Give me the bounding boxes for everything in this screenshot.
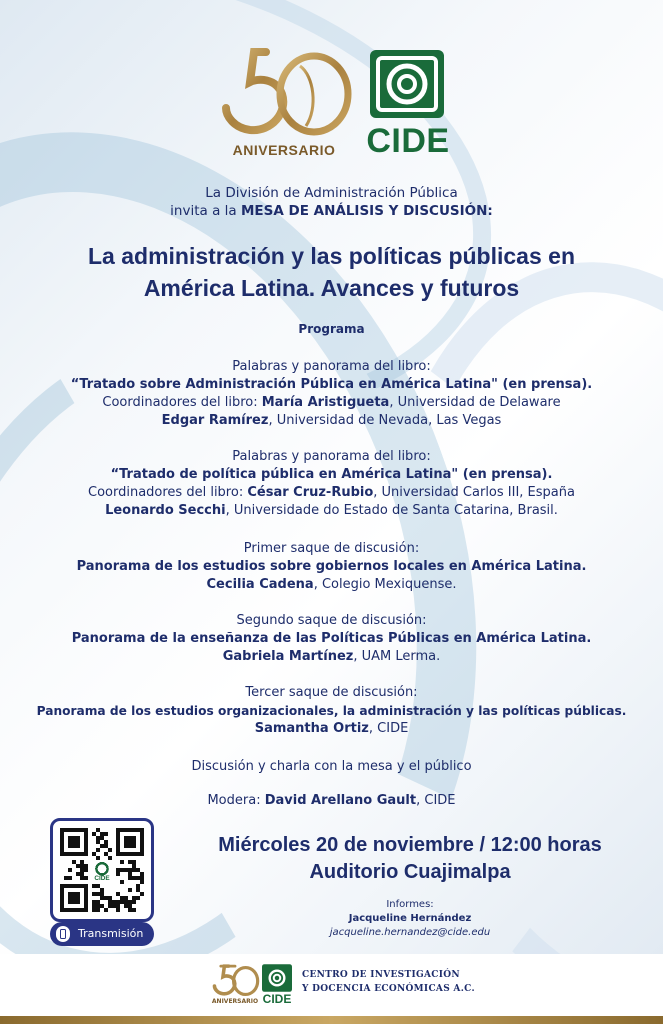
contact-name: Jacqueline Hernández bbox=[348, 913, 472, 924]
invite-line: invita a la MESA DE ANÁLISIS Y DISCUSIÓN: bbox=[170, 203, 493, 219]
contact-info bbox=[260, 898, 560, 940]
discussion-topic: Panorama de la enseñanza de las Políticas Públicas en América Latina. bbox=[71, 631, 592, 646]
qr-code[interactable] bbox=[50, 818, 154, 922]
phone-icon bbox=[56, 926, 70, 942]
program-item: Palabras y panorama del libro: “Tratado sobre Administración Pública en América Latina" (en prensa). Coordinadores del libro: María Aristigueta, Universidad de Delaware Edgar Ramírez, Universidad de Nevada, Las Vegas bbox=[0, 358, 663, 430]
footer-anniversary-logo bbox=[210, 964, 260, 1008]
footer-cide-wordmark: CIDE bbox=[262, 992, 292, 1006]
speaker-name: Cecilia Cadena bbox=[206, 577, 314, 592]
anniversary-logo bbox=[214, 46, 354, 158]
qr-center-label: CIDE bbox=[94, 875, 110, 882]
qr-code-icon bbox=[60, 828, 144, 912]
anniversary-label: ANIVERSARIO bbox=[232, 142, 336, 158]
footer-gold-bar bbox=[0, 1016, 663, 1024]
moderator-line: Modera: David Arellano Gault, CIDE bbox=[207, 793, 456, 808]
event-datetime: Miércoles 20 de noviembre / 12:00 horas bbox=[218, 834, 602, 856]
speaker-name: Leonardo Secchi bbox=[105, 503, 226, 518]
division-line: La División de Administración Pública bbox=[205, 185, 458, 201]
program-item: Palabras y panorama del libro: “Tratado de política pública en América Latina" (en prensa). Coordinadores del libro: César Cruz-Rubio, Universidad Carlos III, España Leonardo Secchi, Universidade do Estado de Santa Catarina, Brasil. bbox=[0, 448, 663, 520]
footer-cide-logo bbox=[262, 964, 292, 1008]
discussion-topic: Panorama de los estudios sobre gobiernos locales en América Latina. bbox=[76, 559, 587, 574]
moderator-name: David Arellano Gault bbox=[264, 793, 417, 808]
open-discussion: Discusión y charla con la mesa y el público bbox=[191, 759, 472, 774]
program-item: Primer saque de discusión: Panorama de los estudios sobre gobiernos locales en América Latina. Cecilia Cadena, Colegio Mexiquense. bbox=[0, 540, 663, 594]
anniversary-50-icon bbox=[214, 46, 354, 142]
speaker-name: César Cruz-Rubio bbox=[247, 485, 374, 500]
footer-anniversary-label: ANIVERSARIO bbox=[211, 998, 259, 1005]
event-venue: Auditorio Cuajimalpa bbox=[309, 861, 511, 883]
header-logos bbox=[0, 46, 663, 166]
cide-emblem-icon bbox=[262, 964, 292, 992]
cide-logo bbox=[366, 50, 450, 162]
transmission-label: Transmisión bbox=[78, 927, 144, 940]
book-title: “Tratado de política pública en América Latina" (en prensa). bbox=[110, 467, 553, 482]
event-type: MESA DE ANÁLISIS Y DISCUSIÓN: bbox=[240, 203, 493, 219]
invitation-intro bbox=[0, 184, 663, 220]
book-title: “Tratado sobre Administración Pública en América Latina" (en prensa). bbox=[70, 377, 593, 392]
cide-wordmark: CIDE bbox=[366, 122, 450, 160]
anniversary-50-icon bbox=[210, 964, 260, 998]
speaker-name: María Aristigueta bbox=[261, 395, 390, 410]
event-title: La administración y las políticas públicas en América Latina. Avances y futuros bbox=[88, 243, 575, 301]
cide-emblem-icon bbox=[370, 50, 444, 118]
speaker-name: Samantha Ortiz bbox=[254, 721, 369, 736]
organization-name: CENTRO DE INVESTIGACIÓN Y DOCENCIA ECONÓMICAS A.C. bbox=[302, 970, 475, 994]
discussion-topic: Panorama de los estudios organizacionales, la administración y las políticas públicas. bbox=[36, 704, 627, 718]
transmission-button[interactable] bbox=[50, 922, 154, 946]
program-item: Segundo saque de discusión: Panorama de la enseñanza de las Políticas Públicas en América Latina. Gabriela Martínez, UAM Lerma. bbox=[0, 612, 663, 666]
program-heading: Programa bbox=[298, 322, 365, 336]
footer bbox=[0, 954, 663, 1024]
info-label: Informes: bbox=[386, 899, 434, 910]
speaker-name: Edgar Ramírez bbox=[161, 413, 269, 428]
event-date-venue bbox=[180, 832, 640, 886]
speaker-name: Gabriela Martínez bbox=[222, 649, 354, 664]
contact-email[interactable]: jacqueline.hernandez@cide.edu bbox=[329, 927, 491, 938]
program-item: Tercer saque de discusión: Panorama de los estudios organizacionales, la administración y las políticas públicas. Samantha Ortiz, CIDE bbox=[0, 684, 663, 738]
